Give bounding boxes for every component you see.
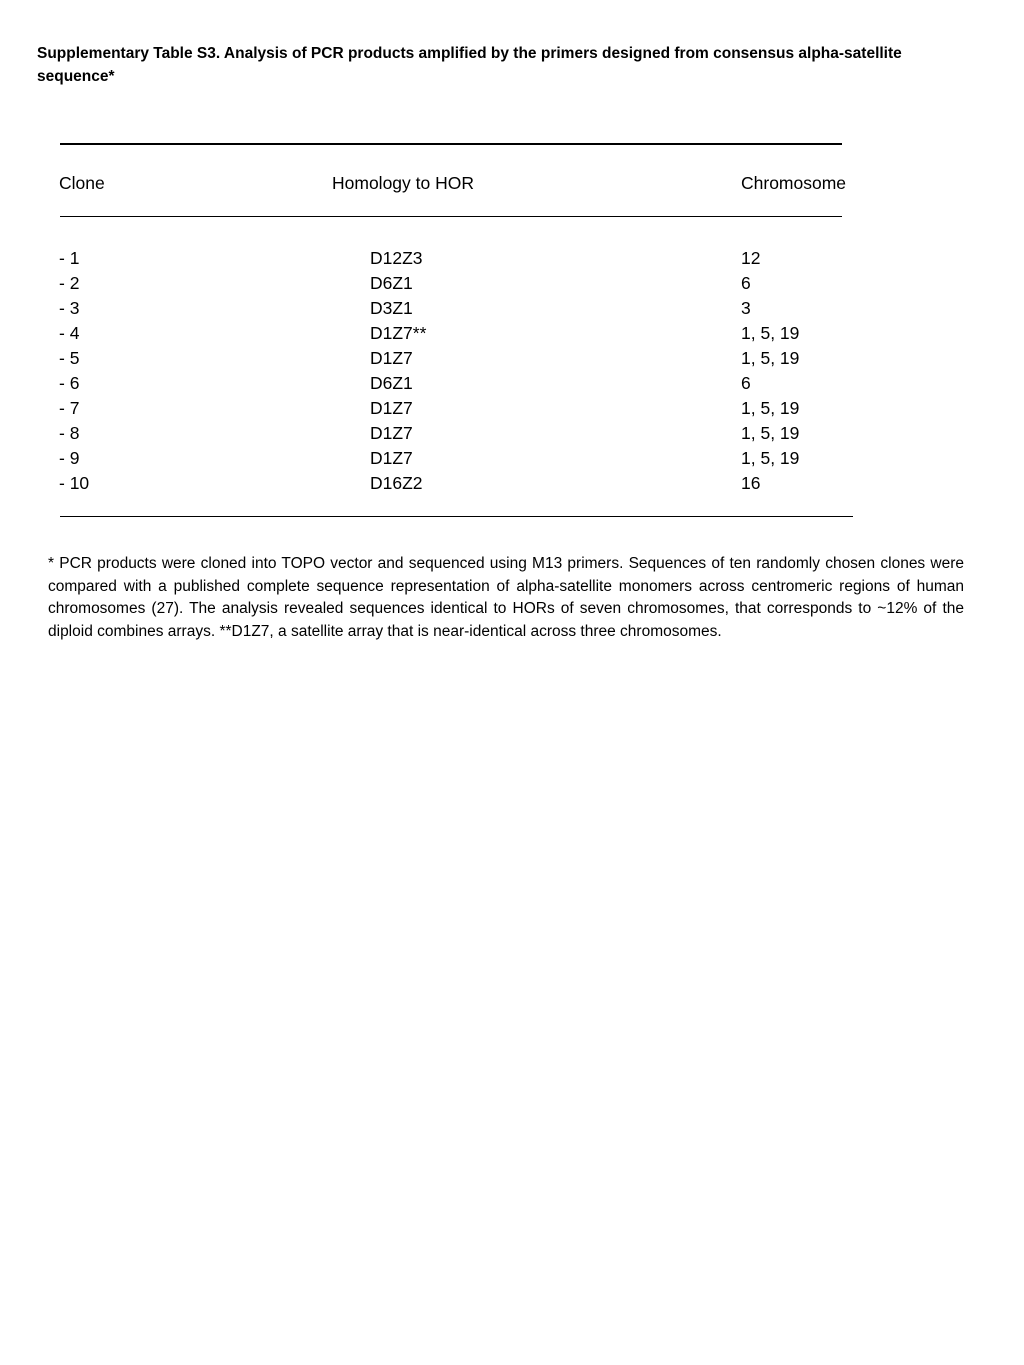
chromosome-cell: 1, 5, 19 — [741, 323, 800, 343]
table-footnote: * PCR products were cloned into TOPO vector and sequenced using M13 primers. Sequences of ten randomly chosen clones were compared with a published complete sequence representation of alpha-satellite monomers across centromeric regions of human chromosomes (27). The analysis revealed sequences identical to HORs of seven chromosomes, that corresponds to ~12% of the diploid combines arrays. **D1Z7, a satellite array that is near-identical across three chromosomes. — [48, 555, 964, 640]
table-bottom-rule — [60, 516, 853, 517]
chromosome-cell: 1, 5, 19 — [741, 398, 800, 418]
clone-cell: - 6 — [59, 373, 80, 393]
table-row — [0, 371, 1024, 396]
table-title: Supplementary Table S3. Analysis of PCR products amplified by the primers designed from consensus alpha-satellite sequence* — [37, 45, 902, 85]
clone-cell: - 2 — [59, 273, 80, 293]
table-top-rule — [60, 143, 842, 145]
clone-cell: - 8 — [59, 423, 80, 443]
clone-cell: - 1 — [59, 248, 80, 268]
homology-cell: D1Z7 — [370, 398, 413, 418]
chromosome-cell: 1, 5, 19 — [741, 348, 800, 368]
clone-cell: - 5 — [59, 348, 80, 368]
table-row — [0, 421, 1024, 446]
column-header-homology: Homology to HOR — [332, 173, 474, 193]
table-row — [0, 471, 1024, 496]
homology-cell: D3Z1 — [370, 298, 413, 318]
homology-cell: D6Z1 — [370, 273, 413, 293]
homology-cell: D6Z1 — [370, 373, 413, 393]
homology-cell: D12Z3 — [370, 248, 423, 268]
chromosome-cell: 6 — [741, 273, 751, 293]
table-row — [0, 321, 1024, 346]
table-header-rule — [60, 216, 842, 217]
clone-cell: - 3 — [59, 298, 80, 318]
homology-cell: D1Z7 — [370, 348, 413, 368]
table-row — [0, 396, 1024, 421]
chromosome-cell: 12 — [741, 248, 761, 268]
clone-cell: - 7 — [59, 398, 80, 418]
column-header-clone: Clone — [59, 173, 105, 193]
chromosome-cell: 6 — [741, 373, 751, 393]
homology-cell: D16Z2 — [370, 473, 423, 493]
chromosome-cell: 16 — [741, 473, 761, 493]
chromosome-cell: 1, 5, 19 — [741, 448, 800, 468]
clone-cell: - 10 — [59, 473, 90, 493]
homology-cell: D1Z7 — [370, 423, 413, 443]
clone-cell: - 4 — [59, 323, 80, 343]
homology-cell: D1Z7** — [370, 323, 427, 343]
homology-cell: D1Z7 — [370, 448, 413, 468]
table-body — [0, 246, 1024, 496]
clone-cell: - 9 — [59, 448, 80, 468]
table-row — [0, 271, 1024, 296]
chromosome-cell: 3 — [741, 298, 751, 318]
table-row — [0, 446, 1024, 471]
chromosome-cell: 1, 5, 19 — [741, 423, 800, 443]
table-row — [0, 296, 1024, 321]
table-row — [0, 246, 1024, 271]
table-row — [0, 346, 1024, 371]
column-header-chromosome: Chromosome — [741, 173, 847, 193]
